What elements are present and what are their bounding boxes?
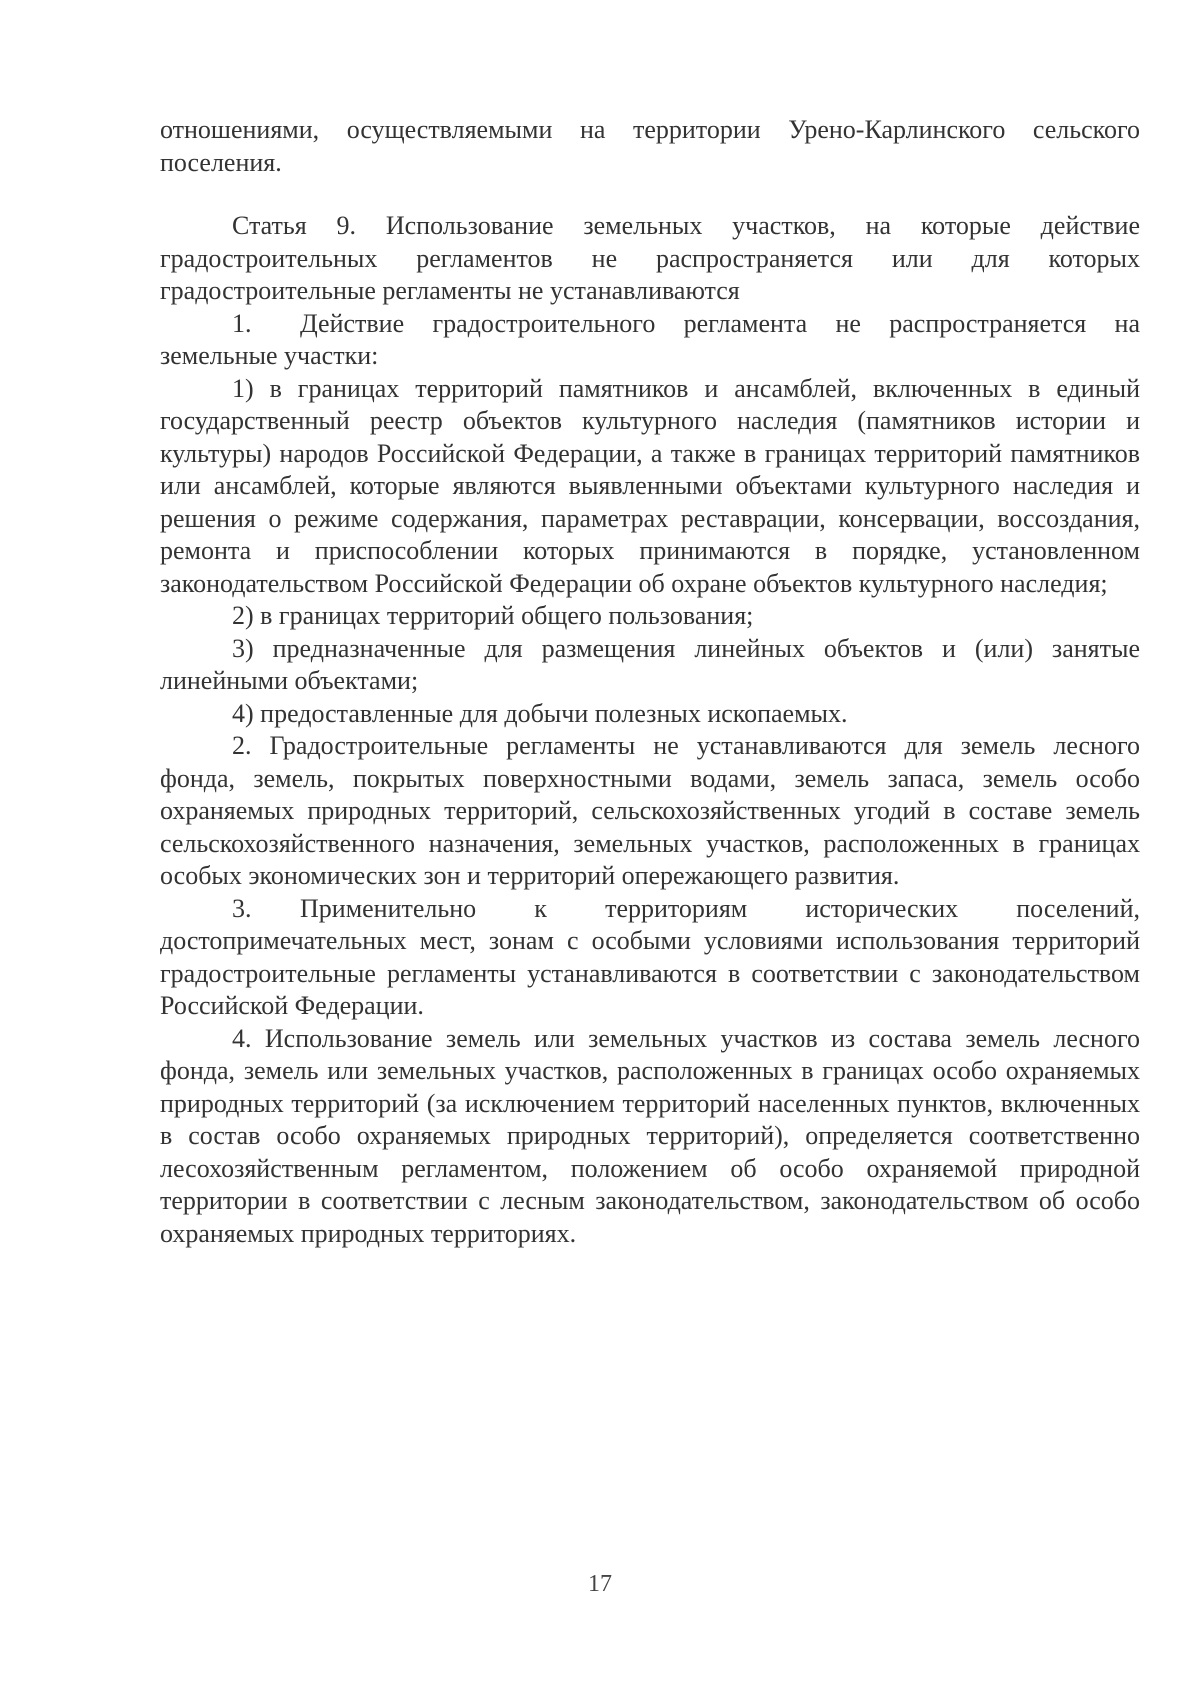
paragraph-spacer xyxy=(160,179,1140,210)
clause-4: 4. Использование земель или земельных участков из состава земель лесного фонда, земель или земельных участков, расположенных в границах особо охраняемых природных территорий (за исключением территорий населенных пунктов, включенных в состав особо охраняемых природных территорий), определяется соответственно лесохозяйственным регламентом, положением об особо охраняемой природной территории в соответствии с лесным законодательством, законодательством об особо охраняемых природных территориях. xyxy=(160,1023,1140,1248)
clause-3-number: 3. xyxy=(232,893,252,923)
subitem-2: 2) в границах территорий общего пользования; xyxy=(232,601,754,630)
article-heading: Статья 9. Использование земельных участков, на которые действие градостроительных регламентов не распространяется или для которых градостроительные регламенты не устанавливаются xyxy=(160,211,1140,305)
subitem-3: 3) предназначенные для размещения линейных объектов и (или) занятые линейными объектами; xyxy=(160,633,1140,695)
clause-3 xyxy=(160,893,1140,1023)
page-number: 17 xyxy=(588,1571,612,1597)
clause-2: 2. Градостроительные регламенты не устанавливаются для земель лесного фонда, земель, покрытых поверхностными водами, земель запаса, земель особо охраняемых природных территорий, сельскохозяйственных угодий в составе земель сельскохозяйственного назначения, земельных участков, расположенных в границах особых экономических зон и территорий опережающего развития. xyxy=(160,731,1140,890)
clause-1-number: 1. xyxy=(232,308,252,338)
continuation-paragraph: отношениями, осуществляемыми на территории Урено-Карлинского сельского поселения. xyxy=(160,115,1140,177)
clause-1 xyxy=(160,308,1140,373)
clause-3-text: Применительно к территориям исторических поселений, достопримечательных мест, зонам с особыми условиями использования территорий градостроительные регламенты устанавливаются в соответствии с законодательством Российской Федерации. xyxy=(160,893,1140,1020)
subitem-4: 4) предоставленные для добычи полезных ископаемых. xyxy=(232,698,848,728)
subitem-1: 1) в границах территорий памятников и ансамблей, включенных в единый государственный реестр объектов культурного наследия (памятников истории и культуры) народов Российской Федерации, а также в границах территорий памятников или ансамблей, которые являются выявленными объектами культурного наследия и решения о режиме содержания, параметрах реставрации, консервации, воссоздания, ремонта и приспособлении которых принимаются в порядке, установленном законодательством Российской Федерации об охране объектов культурного наследия; xyxy=(160,373,1140,598)
clause-1-text: Действие градостроительного регламента не распространяется на земельные участки: xyxy=(160,308,1140,370)
document-body xyxy=(160,114,1140,1250)
